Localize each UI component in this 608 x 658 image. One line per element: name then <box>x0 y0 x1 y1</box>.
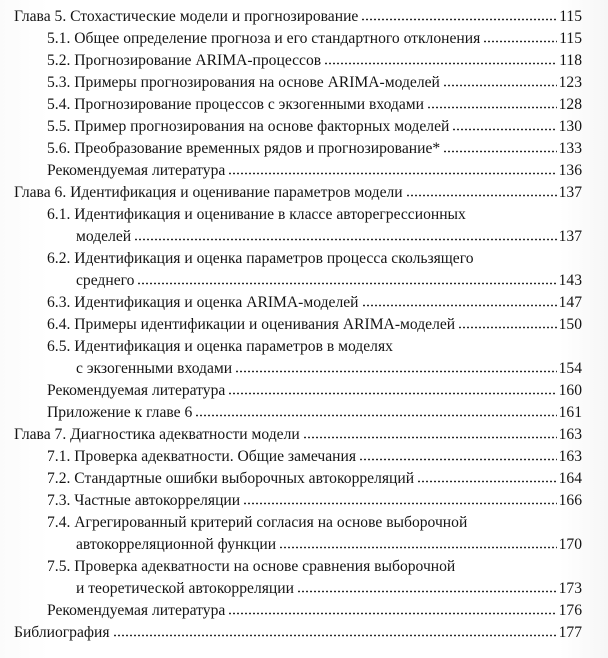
toc-entry-title: среднего <box>76 272 135 289</box>
toc-entry-title: 5.1. Общее определение прогноза и его стандартного отклонения <box>47 30 481 47</box>
toc-page-number: 160 <box>558 382 582 399</box>
toc-entry-title: Глава 6. Идентификация и оценивание параметров модели <box>14 184 403 201</box>
toc-page-number: 154 <box>558 360 582 377</box>
toc-page-number: 147 <box>558 294 582 311</box>
dot-leader <box>406 182 557 197</box>
toc-entry-title: Рекомендуемая литература <box>47 382 226 399</box>
dot-leader <box>228 380 556 395</box>
toc-entry-title: 5.4. Прогнозирование процессов с экзогенными входами <box>47 96 424 113</box>
toc-entry-title: моделей <box>76 228 132 245</box>
toc-entry-title: 5.6. Преобразование временных рядов и прогнозирование* <box>47 140 441 157</box>
toc-page-number: 161 <box>558 404 582 421</box>
toc-page-number: 177 <box>558 624 582 641</box>
dot-leader <box>134 226 556 241</box>
toc-page-number: 115 <box>559 8 582 25</box>
dot-leader <box>279 534 557 549</box>
toc-entry-title-line1: 7.4. Агрегированный критерий согласия на основе выборочной <box>47 514 468 531</box>
dot-leader <box>483 28 557 43</box>
toc-page-number: 137 <box>558 228 582 245</box>
toc-page-number: 128 <box>558 96 582 113</box>
dot-leader <box>443 72 557 87</box>
toc-page-number: 130 <box>558 118 582 135</box>
toc-page-number: 150 <box>558 316 582 333</box>
toc-page-number: 163 <box>558 448 582 465</box>
toc-entry-title-line1: 6.2. Идентификация и оценка параметров процесса скользящего <box>47 250 474 267</box>
dot-leader <box>228 600 556 615</box>
dot-leader <box>458 314 556 329</box>
toc-entry-title: Глава 5. Стохастические модели и прогнозирование <box>14 8 359 25</box>
toc-entry-title: автокорреляционной функции <box>76 536 277 553</box>
toc-page-number: 170 <box>558 536 582 553</box>
dot-leader <box>303 424 557 439</box>
toc-page-number: 143 <box>558 272 582 289</box>
toc-page-number: 133 <box>558 140 582 157</box>
toc-entry-title: Глава 7. Диагностика адекватности модели <box>14 426 300 443</box>
toc-page-number: 164 <box>558 470 582 487</box>
toc-entry-title: и теоретической автокорреляции <box>76 580 294 597</box>
toc-entry-title: 6.4. Примеры идентификации и оценивания ARIMA-моделей <box>47 316 456 333</box>
dot-leader <box>452 116 556 131</box>
dot-leader <box>243 490 557 505</box>
toc-page-number: 176 <box>558 602 582 619</box>
toc-page-number: 173 <box>558 580 582 597</box>
toc-entry-title: Рекомендуемая литература <box>47 162 226 179</box>
toc-entry-title-line1: 6.1. Идентификация и оценивание в классе авторегрессионных <box>47 206 466 223</box>
toc-entry-title: 7.2. Стандартные ошибки выборочных автокорреляций <box>47 470 415 487</box>
toc-page-number: 115 <box>559 30 582 47</box>
dot-leader <box>324 50 557 65</box>
dot-leader <box>359 446 557 461</box>
toc-page-number: 166 <box>558 492 582 509</box>
toc-entry-title: 5.2. Прогнозирование ARIMA-процессов <box>47 52 322 69</box>
toc-entry-title: Библиография <box>14 624 110 641</box>
dot-leader <box>297 578 557 593</box>
toc-page-number: 136 <box>558 162 582 179</box>
toc-entry-title: 6.3. Идентификация и оценка ARIMA-моделей <box>47 294 359 311</box>
toc-page-number: 123 <box>558 74 582 91</box>
toc-entry-title: 5.3. Примеры прогнозирования на основе ARIMA-моделей <box>47 74 440 91</box>
toc-entry-title: Рекомендуемая литература <box>47 602 226 619</box>
toc-entry-title-line1: 6.5. Идентификация и оценка параметров в моделях <box>47 338 393 355</box>
dot-leader <box>361 6 557 21</box>
toc-page-number: 163 <box>558 426 582 443</box>
dot-leader <box>417 468 557 483</box>
toc-page-number: 137 <box>558 184 582 201</box>
dot-leader <box>228 160 556 175</box>
dot-leader <box>362 292 557 307</box>
toc-entry-title: Приложение к главе 6 <box>47 404 193 421</box>
dot-leader <box>195 402 556 417</box>
toc-entry-title: с экзогенными входами <box>76 360 233 377</box>
toc-entry-title-line1: 7.5. Проверка адекватности на основе сравнения выборочной <box>47 558 456 575</box>
dot-leader <box>443 138 556 153</box>
dot-leader <box>137 270 556 285</box>
toc-page-number: 118 <box>559 52 582 69</box>
dot-leader <box>235 358 556 373</box>
dot-leader <box>427 94 557 109</box>
toc-entry-title: 7.1. Проверка адекватности. Общие замечания <box>47 448 357 465</box>
toc-entry-title: 7.3. Частные автокорреляции <box>47 492 241 509</box>
toc-entry-title: 5.5. Пример прогнозирования на основе факторных моделей <box>47 118 450 135</box>
dot-leader <box>113 622 557 637</box>
